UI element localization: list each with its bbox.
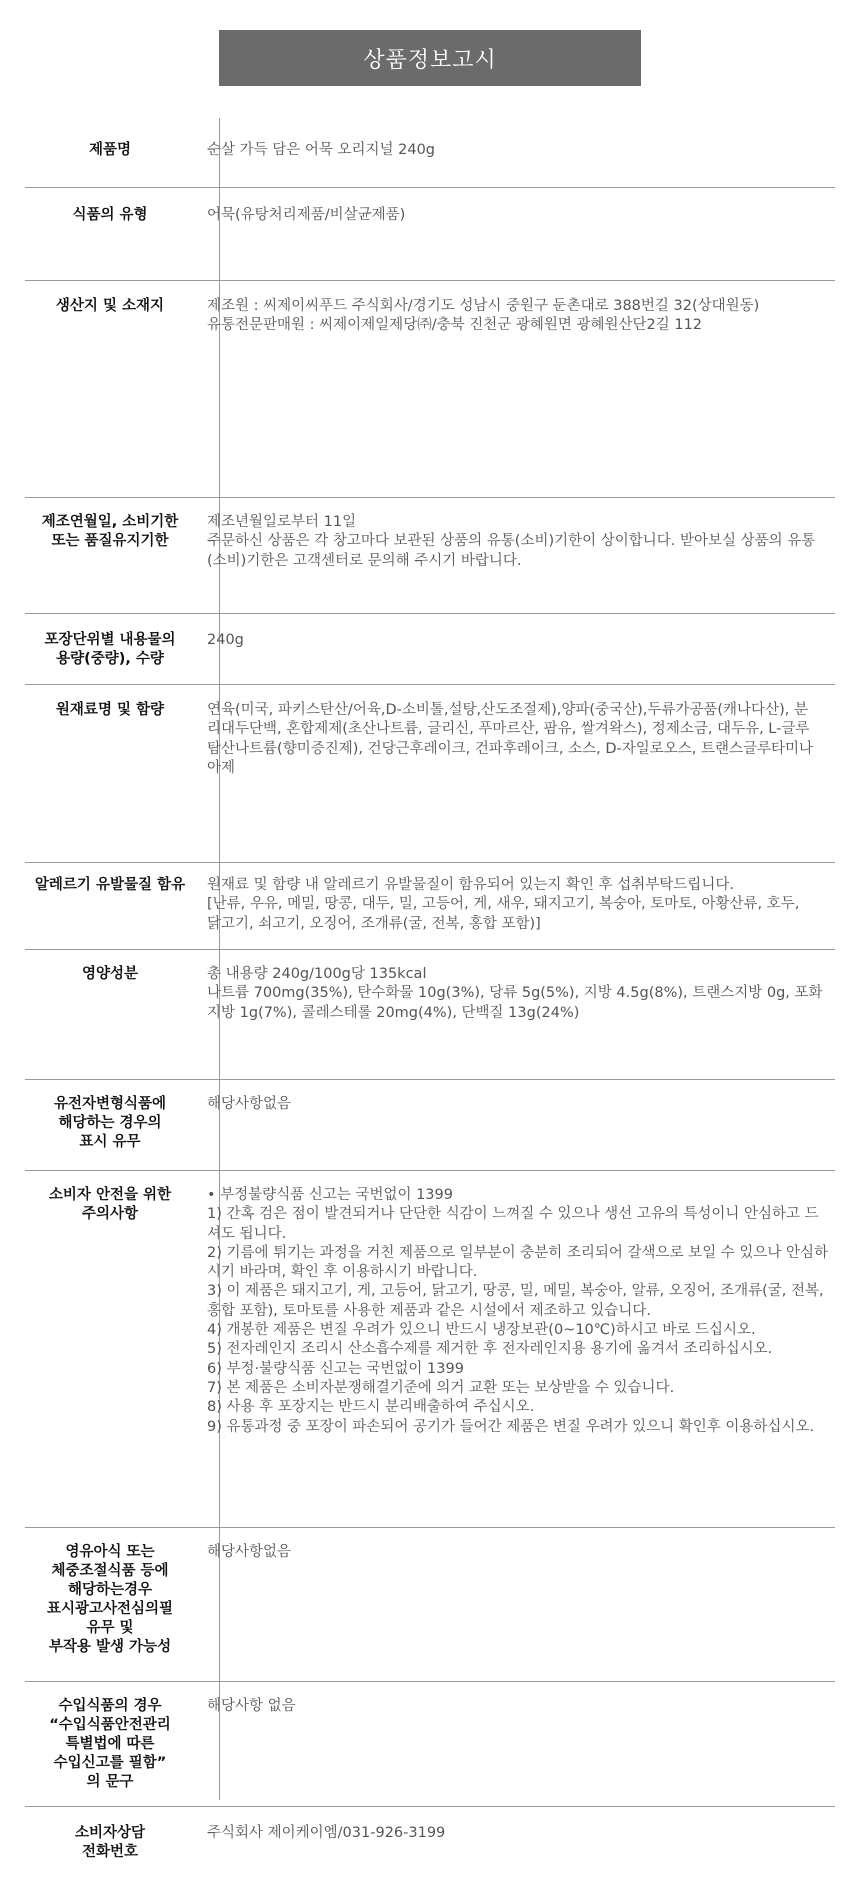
row-label: 제조연월일, 소비기한 또는 품질유지기한: [41, 514, 179, 549]
table-row: [25, 498, 835, 614]
row-label: 영유아식 또는 체중조절식품 등에 해당하는경우 표시광고사전심의필 유무 및 부작용 발생 가능성: [46, 1544, 174, 1655]
row-label: 소비자상담 전화번호: [74, 1825, 146, 1860]
table-row: [25, 1080, 835, 1171]
table-row: [25, 1682, 835, 1807]
row-value: 연육(미국, 파키스탄산/어육,D-소비톨,설탕,산도조절제),양파(중국산),두류가공품(캐나다산), 분 리대두단백, 혼합제제(초산나트륨, 글리신, 푸마르산, 팜유, 쌀겨왁스), 정제소금, 대두유, L-글루 탐산나트륨(향미증진제), 건당근후레이크, 건파후레이크, 소스, D-자일로오스, 트랜스글루타미나 아제: [207, 702, 814, 776]
row-value: 해당사항없음: [207, 1544, 292, 1560]
row-value: 원재료 및 함량 내 알레르기 유발물질이 함유되어 있는지 확인 후 섭취부탁드립니다. [난류, 우유, 메밀, 땅콩, 대두, 밀, 고등어, 게, 새우, 돼지고기, 복숭아, 토마토, 아황산류, 호두, 닭고기, 쇠고기, 오징어, 조개류(굴, 전복, 홍합 포함)]: [207, 877, 800, 932]
row-value: 총 내용량 240g/100g당 135kcal 나트륨 700mg(35%), 탄수화물 10g(3%), 당류 5g(5%), 지방 4.5g(8%), 트랜스지방 0g, 포화 지방 1g(7%), 콜레스테롤 20mg(4%), 단백질 13g(24%): [207, 966, 823, 1021]
row-value: 주식회사 제이케이엠/031-926-3199: [207, 1825, 446, 1841]
table-row: [25, 118, 835, 188]
page-title: 상품정보고시: [219, 30, 641, 86]
row-label: 포장단위별 내용물의 용량(중량), 수량: [44, 632, 176, 667]
row-value: 해당사항없음: [207, 1096, 292, 1112]
row-value: • 부정불량식품 신고는 국번없이 1399 1) 간혹 검은 점이 발견되거나 단단한 식감이 느껴질 수 있으나 생선 고유의 특성이니 안심하고 드 셔도 됩니다. 2) 기름에 튀기는 과정을 거친 제품으로 일부분이 충분히 조리되어 갈색으로 보일 수 있으나 안심하 시기 바라며, 확인 후 이용하시기 바랍니다. 3) 이 제품은 돼지고기, 게, 고등어, 닭고기, 땅콩, 밀, 메밀, 복숭아, 알류, 오징어, 조개류(굴, 전복, 홍합 포함), 토마토를 사용한 제품과 같은 시설에서 제조하고 있습니다. 4) 개봉한 제품은 변질 우려가 있으니 반드시 냉장보관(0~10℃)하시고 바로 드십시오. 5) 전자레인지 조리시 산소흡수제를 제거한 후 전자레인지용 용기에 옮겨서 조리하십시오. 6) 부정·불량식품 신고는 국번없이 1399 7) 본 제품은 소비자분쟁해결기준에 의거 교환 또는 보상받을 수 있습니다. 8) 사용 후 포장지는 반드시 분리배출하여 주십시오. 9) 유통과정 중 포장이 파손되어 공기가 들어간 제품은 변질 우려가 있으니 확인후 이용하십시오.: [207, 1187, 829, 1435]
table-row: [25, 685, 835, 863]
product-info-table: [25, 118, 835, 1896]
row-label: 영양성분: [81, 966, 139, 982]
table-row: [25, 1171, 835, 1528]
row-value: 해당사항 없음: [207, 1698, 296, 1714]
table-row: [25, 950, 835, 1080]
row-value: 제조원 : 씨제이씨푸드 주식회사/경기도 성남시 중원구 둔촌대로 388번길 32(상대원동) 유통전문판매원 : 씨제이제일제당㈜/충북 진천군 광혜원면 광혜원산단2길 112: [207, 298, 760, 334]
table-row: [25, 188, 835, 281]
row-label: 소비자 안전을 위한 주의사항: [48, 1187, 172, 1222]
table-row: [25, 1807, 835, 1896]
row-value: 240g: [207, 632, 244, 648]
row-label: 생산지 및 소재지: [55, 298, 165, 314]
row-label: 유전자변형식품에 해당하는 경우의 표시 유무: [53, 1096, 167, 1150]
row-label: 원재료명 및 함량: [55, 702, 165, 718]
row-label: 수입식품의 경우 “수입식품안전관리 특별법에 따른 수입신고를 필함” 의 문구: [49, 1698, 171, 1790]
row-value: 순살 가득 담은 어묵 오리지널 240g: [207, 142, 436, 158]
row-value: 어묵(유탕처리제품/비살균제품): [207, 207, 406, 223]
table-row: [25, 863, 835, 950]
table-row: [25, 1528, 835, 1682]
row-label: 식품의 유형: [72, 207, 148, 223]
row-label: 알레르기 유발물질 함유: [34, 877, 186, 893]
row-label: 제품명: [88, 142, 132, 158]
table-row: [25, 614, 835, 685]
row-value: 제조년월일로부터 11일 주문하신 상품은 각 창고마다 보관된 상품의 유통(소비)기한이 상이합니다. 받아보실 상품의 유통 (소비)기한은 고객센터로 문의해 주시기 바랍니다.: [207, 514, 816, 569]
table-row: [25, 281, 835, 498]
